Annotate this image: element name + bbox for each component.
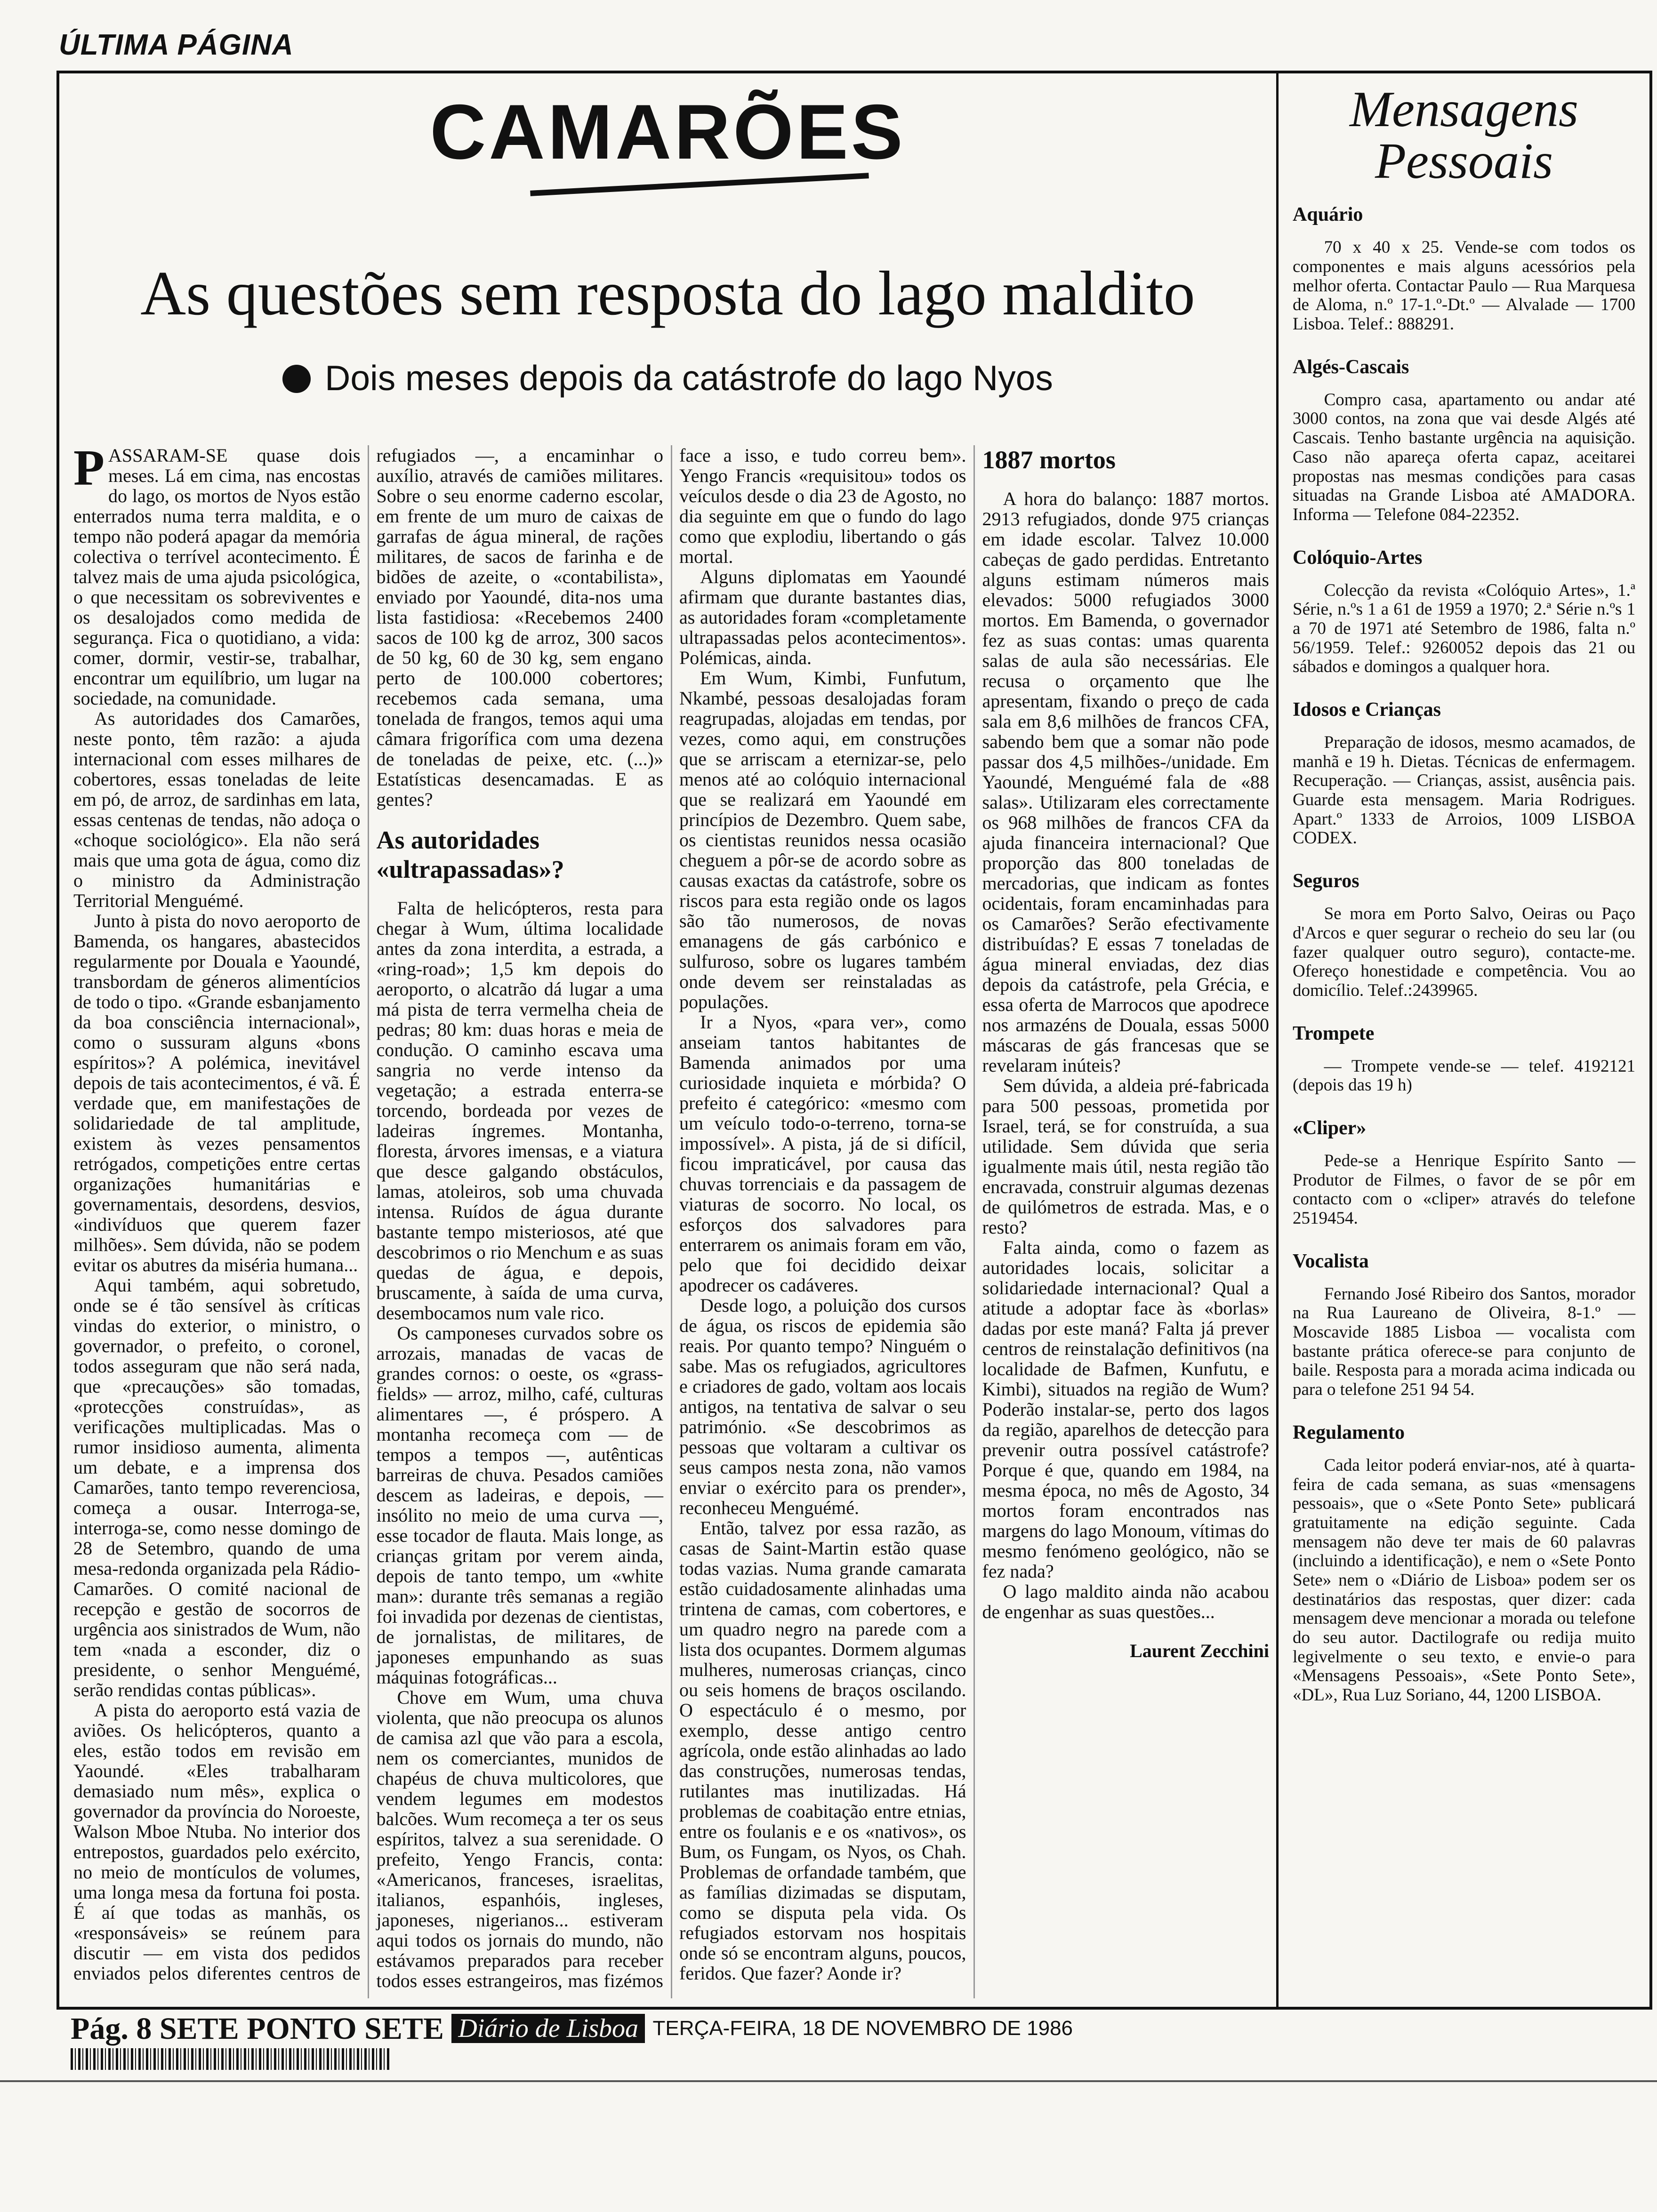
paragraph: Então, talvez por essa razão, as casas de Saint-Martin estão quase todas vazias. Numa grande camarata estão cuidadosamente alinhadas uma trintena de camas, com cobertores, e um quadro negro na parede com a lista dos ocupantes. Dormem algumas mulheres, numerosas crianças, cinco ou seis homens de braços oscilando. O espectáculo é o mesmo, por exemplo, desse antigo centro agrícola, onde estão alinhadas ao lado das construções, numerosas tendas, rutilantes mas inutilizadas. Há problemas de coabitação entre etnias, entre os foulanis e e os «nativos», os Bum, os Fungam, os Nyos, os Chah. Problemas de orfandade também, que as famílias dizimadas se disputam, como se disputa pela vida. Os refugiados estorvam nos hospitais onde só se encontram alguns, poucos, feridos. Que fazer? Aonde ir? [679,1517,966,1984]
paragraph: A pista do aeroporto está vazia de aviões. Os helicópteros, quanto a eles, estão todos em revisão em Yaoundé. «Eles trabalharam demasiado num mês», explica o governador da província do Noroeste, Walson Mboe Ntuba. No interior dos entrepostos, guardados pelo exército, no meio de montículos de volumes, uma longa mesa da fortuna foi posta. É aí que todas as manhãs, os «responsáveis» se reúnem para discutir — em vista dos pedidos enviados pelos diferentes centros de refugiados —, a encaminhar o auxílio, através de camiões militares. Sobre o seu enorme caderno escolar, em frente de um muro de caixas de garrafas de água mineral, de rações militares, de sacos de farinha e de bidões de azeite, o «contabilista», enviado por Yaoundé, dita-nos uma lista fastidiosa: «Recebemos 2400 sacos de 100 kg de arroz, 300 sacos de 50 kg, 60 de 30 kg, sem engano perto de 100.000 cobertores; recebemos cada semana, uma tonelada de frangos, temos aqui uma câmara frigorífica com uma dezena de toneladas de peixe, etc. (...)» Estatísticas desencamadas. E as gentes? [73,445,663,1984]
paragraph: A hora do balanço: 1887 mortos. 2913 refugiados, donde 975 crianças em idade escolar. Talvez 10.000 cabeças de gado perdidas. Entretanto alguns estimam números mais elevados: 5000 refugiados 3000 mortos. Em Bamenda, o governador fez as suas contas: umas quarenta salas de aula são necessárias. Ele recusa o orçamento que lhe apresentam, fixando o preço de cada sala em 8,6 milhões de francos CFA, sabendo bem que a somar não pode passar dos 4,5 milhões-/unidade. Em Yaoundé, Menguémé fala de «88 salas». Utilizaram eles correctamente os 968 milhões de francos CFA da ajuda financeira internacional? Que proporção das 800 toneladas de mercadorias, que indicam as fontes ocidentais, foram encaminhadas para os Camarões? Serão efectivamente distribuídas? E essas 7 toneladas de água mineral enviadas, dez dias depois da catástrofe, pela Grécia, e essa oferta de Marrocos que apodrece nos armazéns de Douala, essas 5000 máscaras de gás francesas que se revelaram inúteis? [982,488,1269,1076]
drop-cap: P [73,440,105,496]
paragraph: O lago maldito ainda não acabou de engenhar as suas questões... [982,1581,1269,1623]
bottom-rule [0,2080,1657,2082]
author-signature: Laurent Zecchini [1130,1640,1269,1662]
ad-heading: Vocalista [1293,1250,1369,1272]
ad-text: Preparação de idosos, mesmo acamados, de manhã e 19 h. Dietas. Técnicas de enfermagem. Recuperação. — Crianças, assist, ausência pais. Guarde esta mensagem. Maria Rodrigues. Apart.º 1333 de Arroios, 1009 LISBOA CODEX. [1293,733,1635,848]
ad-text: — Trompete vende-se — telef. 4192121 (depois das 19 h) [1293,1056,1635,1095]
ad-text: Cada leitor poderá enviar-nos, até à quarta-feira de cada semana, as suas «mensagens pessoais», que o «Sete Ponto Sete» publicará gratuitamente na edição seguinte. Cada mensagem não deve ter mais de 60 palavras (incluindo a identificação), e nem o «Sete Ponto Sete» nem o «Diário de Lisboa» podem ser os destinatários das respostas, quer dizer: cada mensagem deve mencionar a morada ou telefone do seu autor. Dactilografe ou redija muito legivelmente o seu texto, e envie-o para «Mensagens Pessoais», «Sete Ponto Sete», «DL», Rua Luz Soriano, 44, 1200 LISBOA. [1293,1455,1635,1705]
article-headline: As questões sem resposta do lago maldito [140,258,1195,328]
ad-heading: Aquário [1293,204,1363,226]
section-label: ÚLTIMA PÁGINA [59,29,294,61]
ad-heading: Colóquio-Artes [1293,546,1423,569]
sidebar-title: Mensagens Pessoais [1350,81,1578,190]
page-number: Pág. 8 SETE PONTO SETE [71,2012,444,2046]
ad-text: Pede-se a Henrique Espírito Santo — Produtor de Filmes, o favor de se pôr em contacto com o «cliper» através do telefone 2519454. [1293,1151,1635,1228]
publication-date: TERÇA-FEIRA, 18 DE NOVEMBRO DE 1986 [652,2017,1073,2040]
ad-heading: Algés-Cascais [1293,356,1409,378]
subheading: As autoridades «ultrapassadas»? [376,826,564,884]
ad-heading: Trompete [1293,1022,1375,1044]
personal-messages-sidebar [1279,73,1649,2007]
paragraph: Aqui também, aqui sobretudo, onde se é tão sensível às críticas vindas do exterior, o ministro, o governador, o prefeito, o coronel, todos asseguram que não será nada, que «precauções» são tomadas, «protecções construídas», as verificações multiplicadas. Mas o rumor insidioso aumenta, alimenta um debate, e a imprensa dos Camarões, tanto tempo reverenciosa, começa a ousar. Interroga-se, interroga-se, como nesse domingo de 28 de Setembro, quando de uma mesa-redonda organizada pela Rádio-Camarões. O comité nacional de recepção e gestão de socorros de urgência aos sinistrados de Wum, não tem «nada a esconder, diz o presidente, o senhor Menguémé, serão rendidas contas públicas». [73,1274,361,1700]
ad-text: Compro casa, apartamento ou andar até 3000 contos, na zona que vai desde Algés até Cascais. Tenho bastante urgência na aquisição. Caso não apareça oferta capaz, aceitarei propostas nas mesmas condições para casas situadas na Grande Lisboa até AMADORA. Informa — Telefone 084-22352. [1293,390,1635,524]
paragraph: Chove em Wum, uma chuva violenta, que não preocupa os alunos de camisa azl que vão para a escola, nem os comerciantes, munidos de chapéus de chuva multicolores, que vendem legumes em modestos balcões. Wum recomeça a ter os seus espíritos, talvez a sua serenidade. O prefeito, Yengo Francis, conta: «Americanos, franceses, israelitas, italianos, espanhóis, ingleses, japoneses, nigerianos... estiveram aqui todos os jornais do mundo, não estávamos preparados para receber todos esses estrangeiros, mas fizémos face a isso, e tudo correu bem». Yengo Francis «requisitou» todos os veículos desde o dia 23 de Agosto, no dia seguinte em que o fundo do lago como que explodiu, libertando o gás mortal. [376,445,966,1992]
paragraph: Desde logo, a poluição dos cursos de água, os riscos de epidemia são reais. Por quanto tempo? Ninguém o sabe. Mas os refugiados, agricultores e criadores de gado, voltam aos locais antigos, na tentativa de salvar o seu património. «Se descobrimos as pessoas que voltaram a cultivar os seus campos nesta zona, não vamos enviar o exército para os prender», reconheceu Menguémé. [679,1295,966,1518]
paragraph: Falta ainda, como o fazem as autoridades locais, solicitar a solidariedade internacional? Qual a atitude a adoptar face às «borlas» dadas por este maná? Falta já prever centros de reinstalação definitivos (na localidade de Bafmen, Kunfutu, e Kimbi), situados na região de Wum? Poderão instalar-se, perto dos lagos da região, aparelhos de detecção para prevenir outra possível catástrofe? Porque é que, quando em 1984, na mesma época, no mês de Agosto, 34 mortos foram encontrados nas margens do lago Monoum, vítimas do mesmo fenómeno geológico, não se fez nada? [982,1237,1269,1582]
subheading: 1887 mortos [982,446,1116,474]
subhead-text: Dois meses depois da catástrofe do lago Nyos [325,358,1053,398]
article-subhead [59,358,1276,398]
paragraph: As autoridades dos Camarões, neste ponto, têm razão: a ajuda internacional com esses milhares de cobertores, essas toneladas de leite em pó, de arroz, de sardinhas em lata, essas centenas de tendas, não adoça o «choque sociológico». Ela não será mais que uma gota de água, como diz o ministro da Administração Territorial Menguémé. [73,708,361,911]
page-footer [71,2010,1073,2047]
ad-heading: Seguros [1293,870,1359,892]
paragraph: PASSARAM-SE quase dois meses. Lá em cima, nas encostas do lago, os mortos de Nyos estão enterrados numa terra maldita, e o tempo não poderá apagar da memória colectiva o terrível acontecimento. É talvez mais de uma ajuda psicológica, o que necessitam os sobreviventes e os desalojados como medida de segurança. Fica o quotidiano, a vida: comer, dormir, vestir-se, trabalhar, encontrar um equilíbrio, um lugar na sociedade, na comunidade. [73,440,361,709]
article-kicker: CAMARÕES [430,88,906,175]
paragraph: Alguns diplomatas em Yaoundé afirmam que durante bastantes dias, as autoridades foram «completamente ultrapassadas pelos acontecimentos». Polémicas, ainda. [679,566,966,668]
paragraph: Ir a Nyos, «para ver», como anseiam tantos habitantes de Bamenda animados por uma curiosidade inquieta e mórbida? O prefeito é categórico: «mesmo com um veículo todo-o-terreno, torna-se impossível». A pista, já de si difícil, ficou impraticável, por causa das chuvas torrenciais e da passagem de viaturas de socorro. No local, os esforços dos salvadores para enterrarem os animais foram em vão, pelo que foi decidido deixar apodrecer os cadáveres. [679,1011,966,1296]
ad-heading: Idosos e Crianças [1293,699,1441,721]
paragraph: Em Wum, Kimbi, Funfutum, Nkambé, pessoas desalojadas foram reagrupadas, alojadas em tendas, por vezes, como aqui, em construções que se arriscam a eternizar-se, pelo menos até ao colóquio internacional que se realizará em Yaoundé em princípios de Dezembro. Quem sabe, os cientistas reunidos nessa ocasião cheguem a pôr-se de acordo sobre as causas exactas da catástrofe, sobre os riscos para esta região onde os lagos são tão numerosos, de novas emanagens de gás carbónico e sulfuroso, sobre os lugares também onde devem ser reinstaladas as populações. [679,667,966,1012]
ad-text: Fernando José Ribeiro dos Santos, morador na Rua Laureano de Oliveira, 8-1.º — Moscavide 1885 Lisboa — vocalista com bastante prática oferece-se para conjunto de baile. Resposta para a morada acima indicada ou para o telefone 251 94 54. [1293,1284,1635,1400]
ad-text: 70 x 40 x 25. Vende-se com todos os componentes e mais alguns acessórios pela melhor oferta. Contactar Paulo — Rua Marquesa de Aloma, n.º 17-1.º-Dt.º — Alvalade — 1700 Lisboa. Telef.: 888291. [1293,238,1635,334]
paragraph: Sem dúvida, a aldeia pré-fabricada para 500 pessoas, prometida por Israel, terá, se for construída, a sua utilidade. Sem dúvida que seria igualmente mais útil, nesta região tão encravada, construir algumas dezenas de quilómetros de estrada. Mas, e o resto? [982,1075,1269,1238]
barcode [71,2048,391,2070]
paragraph: Os camponeses curvados sobre os arrozais, manadas de vacas de grandes cornos: o oeste, os «grass-fields» — arroz, milho, café, culturas alimentares —, é próspero. A montanha recomeça com — de tempos a tempos —, autênticas barreiras de chuva. Pesados camiões descem as ladeiras, e depois, — insólito no meio de uma curva —, esse tocador de flauta. Mais longe, as crianças gritam por verem ainda, depois de tanto tempo, um «white man»: durante três semanas a região foi invadida por dezenas de cientistas, de jornalistas, de militares, de japoneses empunhando as suas máquinas fotográficas... [376,1322,663,1688]
ad-heading: Regulamento [1293,1421,1405,1443]
ad-text: Se mora em Porto Salvo, Oeiras ou Paço d'Arcos e quer segurar o recheio do seu lar (ou fazer qualquer outro seguro), contacte-me. Ofereço honestidade e competência. Vou ao domicílio. Telef.:2439965. [1293,904,1635,1000]
bullet-icon [282,365,311,393]
paragraph: Junto à pista do novo aeroporto de Bamenda, os hangares, abastecidos regularmente por Douala e Yaoundé, transbordam de géneros alimentícios de todo o tipo. «Grande esbanjamento da boa consciência internacional», como o sussuram alguns «bons espíritos»? A polémica, inevitável depois de tais acontecimentos, é vã. É verdade que, em manifestações de solidariedade de tal amplitude, existem às vezes pensamentos retrógados, competições entre certas organizações humanitárias e governamentais, desordens, desvios, «indivíduos que querem fazer milhões». Sem dúvida, não se podem evitar os abutres da miséria humana... [73,910,361,1275]
newspaper-masthead: Diário de Lisboa [451,2014,645,2043]
paragraph: Falta de helicópteros, resta para chegar à Wum, última localidade antes da zona interdita, a estrada, a «ring-road»; 1,5 km depois do aeroporto, o alcatrão dá lugar a uma má pista de terra vermelha cheia de pedras; 80 km: duas horas e meia de condução. O caminho escava uma sangria no verde intenso da vegetação; a estrada enterra-se torcendo, bordeada por vezes de ladeiras íngremes. Montanha, floresta, árvores imensas, e a viatura que desce galgando obstáculos, lamas, atoleiros, sob uma chuvada intensa. Ruídos de água durante bastante tempo misteriosos, até que descobrimos o rio Menchum e as suas quedas de água, e depois, bruscamente, à saída de uma curva, desembocamos num vale rico. [376,898,663,1324]
article [59,73,1276,2007]
ad-heading: «Cliper» [1293,1117,1367,1139]
article-body [73,440,1269,1998]
ad-text: Colecção da revista «Colóquio Artes», 1.ª Série, n.ºs 1 a 61 de 1959 a 1970; 2.ª Série n.ºs 1 a 70 de 1971 até Setembro de 1986, falta n.º 56/1959. Telef.: 9260052 depois das 21 ou sábados e domingos a qualquer hora. [1293,580,1635,677]
